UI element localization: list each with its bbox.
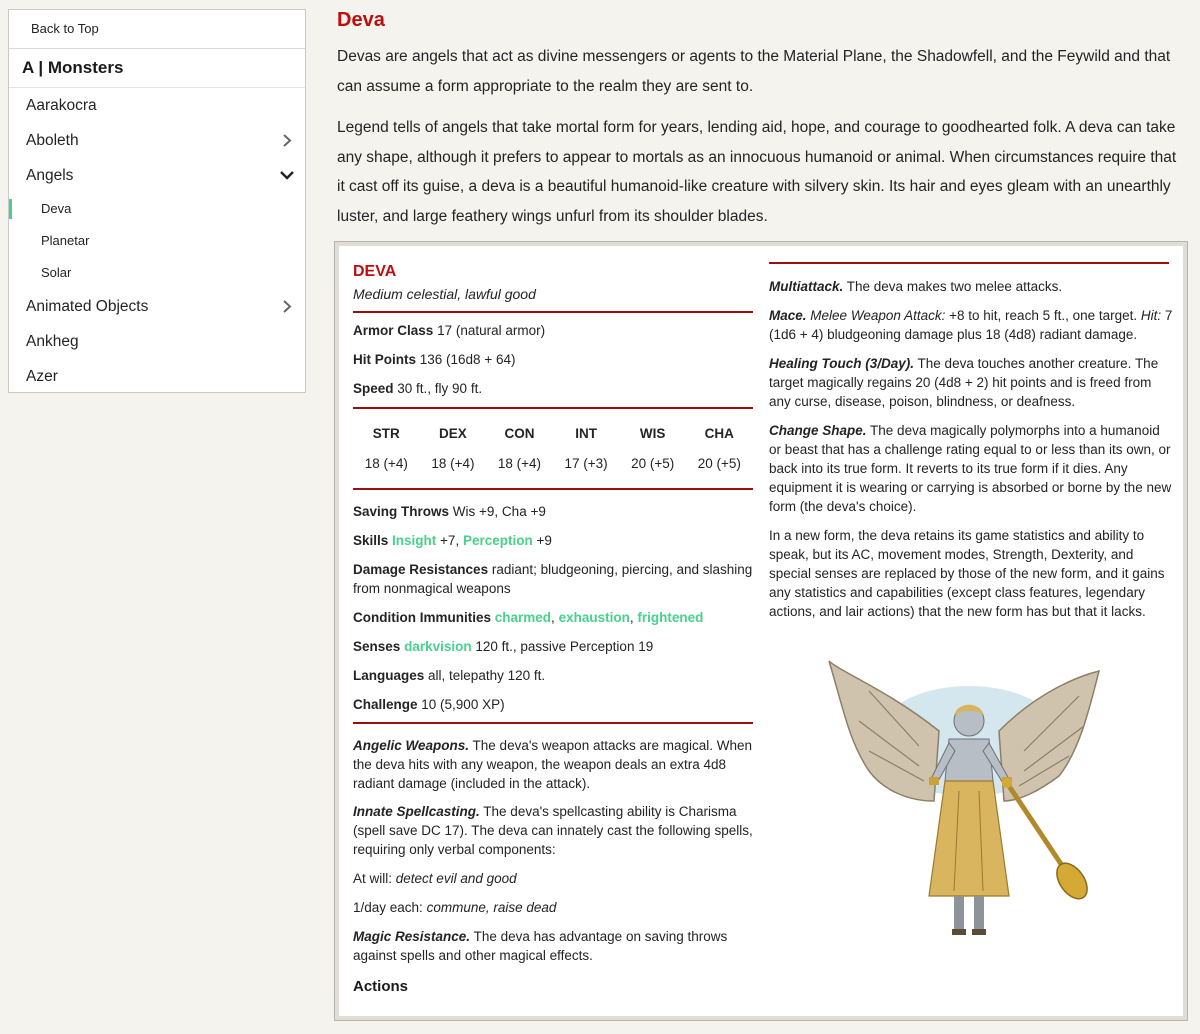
action-multiattack — [769, 277, 1173, 296]
intro-paragraph-2: Legend tells of angels that take mortal form for years, lending aid, hope, and courage to goodhearted folk. A deva can take any shape, although it prefers to appear to mortals as an innocuous humanoid or animal. When circumstances require that it cast off its guise, a deva is a beautiful humanoid-like creature with silvery skin. Its hair and eyes gleam with an unearthly luster, and large feathery wings unfurl from its shoulder blades. — [337, 119, 1177, 225]
challenge-value: 10 (5,900 XP) — [421, 697, 505, 712]
ability-name: INT — [575, 426, 597, 441]
languages-label: Languages — [353, 668, 425, 683]
action-text: The deva makes two melee attacks. — [846, 279, 1063, 294]
back-to-top-link[interactable]: Back to Top — [9, 10, 305, 49]
trait-text: The deva's spellcasting ability is Charisma (spell save DC 17). The deva can innately cast the following spells, requiring only verbal components: — [353, 804, 753, 857]
senses-label: Senses — [353, 639, 401, 654]
challenge — [353, 695, 505, 714]
armor-class-value: 17 (natural armor) — [437, 323, 546, 338]
sidebar-item-aarakocra[interactable] — [9, 88, 305, 123]
saving-throws-label: Saving Throws — [353, 504, 450, 519]
change-shape-new-form — [769, 526, 1173, 621]
trait-label: Angelic Weapons. — [353, 738, 470, 753]
spells-per-day — [353, 898, 753, 917]
trait-label: Innate Spellcasting. — [353, 804, 480, 819]
spells-at-will — [353, 869, 753, 888]
saving-throws-value: Wis +9, Cha +9 — [452, 504, 546, 519]
ability-scores-row — [353, 456, 753, 471]
trait-text: The deva has advantage on saving throws against spells and other magical effects. — [353, 929, 728, 963]
damage-resistances — [353, 560, 753, 598]
skill-insight-link[interactable]: Insight — [392, 533, 437, 548]
monster-type: Medium celestial, lawful good — [353, 286, 536, 302]
trait-label: Magic Resistance. — [353, 929, 471, 944]
ability-score: 20 (+5) — [631, 456, 675, 471]
hit-points-value: 136 (16d8 + 64) — [419, 352, 516, 367]
sidebar-item-label: Azer — [26, 368, 58, 385]
damage-resistances-label: Damage Resistances — [353, 562, 489, 577]
sense-darkvision-link[interactable]: darkvision — [404, 639, 472, 654]
skill-perception-bonus: +9 — [532, 533, 552, 548]
ability-name: WIS — [639, 426, 666, 441]
sidebar-subitem-label: Planetar — [41, 233, 90, 248]
armor-class — [353, 321, 545, 340]
ability-score: 20 (+5) — [697, 456, 741, 471]
skills-label: Skills — [353, 533, 389, 548]
page-title: Deva — [337, 9, 385, 31]
senses-value: 120 ft., passive Perception 19 — [475, 639, 654, 654]
condition-immunities: Condition Immunities charmed, exhaustion, frightened — [353, 610, 704, 625]
armor-class-label: Armor Class — [353, 323, 434, 338]
sidebar-subitem-planetar[interactable] — [9, 225, 305, 257]
sidebar-item-label: Aboleth — [26, 132, 79, 149]
senses — [353, 637, 653, 656]
sidebar-nav — [8, 9, 306, 393]
damage-resistances-value: radiant; bludgeoning, piercing, and slashing from nonmagical weapons — [353, 562, 753, 596]
ability-score: 17 (+3) — [564, 456, 608, 471]
hit-points — [353, 350, 515, 369]
ability-names-row — [353, 426, 753, 441]
chevron-right-icon[interactable] — [279, 289, 295, 324]
sidebar-subitem-label: Solar — [41, 265, 72, 280]
languages-value: all, telepathy 120 ft. — [428, 668, 546, 683]
section-title[interactable]: A | Monsters — [9, 49, 305, 88]
trait-angelic-weapons — [353, 736, 753, 793]
action-change-shape — [769, 421, 1173, 516]
action-label: Change Shape. — [769, 423, 867, 438]
skill-insight-bonus: +7, — [436, 533, 463, 548]
sidebar-subitem-deva[interactable] — [9, 193, 305, 225]
hit-text: 7 (1d6 + 4) bludgeoning damage plus 18 (4d8) radiant damage. — [769, 308, 1173, 342]
attack-text: +8 to hit, reach 5 ft., one target. — [949, 308, 1138, 323]
ability-score: 18 (+4) — [364, 456, 408, 471]
chevron-down-icon[interactable] — [279, 158, 295, 193]
trait-magic-resistance — [353, 927, 753, 965]
action-text: The deva magically polymorphs into a humanoid or beast that has a challenge rating equal to or less than its own, or back into its true form. It reverts to its true form if it dies. Any equipment it is wearing or carrying is absorbed or borne by the new form (the deva's choice). — [769, 423, 1172, 514]
ability-name: DEX — [439, 426, 467, 441]
divider — [353, 722, 753, 724]
sidebar-item-label: Angels — [26, 167, 74, 184]
skill-perception-link[interactable]: Perception — [462, 533, 533, 548]
condition-frightened-link[interactable]: frightened — [637, 610, 704, 625]
action-healing-touch — [769, 354, 1173, 411]
spell-list: detect evil and good — [395, 871, 517, 886]
ability-name: CHA — [704, 426, 734, 441]
speed-label: Speed — [353, 381, 394, 396]
condition-immunities-label: Condition Immunities — [353, 610, 491, 625]
chevron-right-icon[interactable] — [279, 123, 295, 158]
spell-frequency-label: 1/day each: — [353, 900, 423, 915]
action-label: Mace. — [769, 308, 807, 323]
stat-block — [335, 242, 1187, 1020]
challenge-label: Challenge — [353, 697, 418, 712]
action-label: Multiattack. — [769, 279, 844, 294]
ability-score: 18 (+4) — [431, 456, 475, 471]
action-mace — [769, 306, 1173, 344]
trait-text: The deva's weapon attacks are magical. When the deva hits with any weapon, the weapon deals an extra 4d8 radiant damage (included in the attack). — [353, 738, 753, 791]
sidebar-subitem-solar[interactable] — [9, 257, 305, 289]
action-text: The deva touches another creature. The target magically regains 20 (4d8 + 2) hit points and is freed from any curse, disease, poison, blindness, or deafness. — [769, 356, 1159, 409]
action-label: Healing Touch (3/Day). — [769, 356, 915, 371]
ability-name: CON — [504, 426, 535, 441]
ability-name: STR — [372, 426, 400, 441]
sidebar-item-ankheg[interactable] — [9, 324, 305, 359]
trait-innate-spellcasting — [353, 802, 753, 859]
intro-paragraph-1: Devas are angels that act as divine messengers or agents to the Material Plane, the Shadowfell, and the Feywild and that can assume a form appropriate to the realm they are sent to. — [337, 48, 1171, 95]
sidebar-item-label: Ankheg — [26, 333, 79, 350]
sidebar-item-angels[interactable] — [9, 158, 305, 193]
action-text: In a new form, the deva retains its game statistics and ability to speak, but its AC, movement modes, Strength, Dexterity, and special senses are replaced by those of the new form, and it gains any statistics and capabilities (except class features, legendary actions, and lair actions) that the new form has but that it lacks. — [769, 528, 1165, 619]
divider — [353, 407, 753, 409]
languages — [353, 666, 545, 685]
divider — [353, 311, 753, 313]
sidebar-item-label: Animated Objects — [26, 298, 149, 315]
skills — [353, 531, 552, 550]
monster-name: DEVA — [353, 263, 397, 280]
attack-type: Melee Weapon Attack: — [810, 308, 946, 323]
saving-throws — [353, 502, 546, 521]
spell-frequency-label: At will: — [353, 871, 393, 886]
divider — [353, 488, 753, 490]
sidebar-item-label: Aarakocra — [26, 97, 97, 114]
sidebar-item-aboleth[interactable] — [9, 123, 305, 158]
sidebar-subitem-label: Deva — [41, 201, 72, 216]
speed — [353, 379, 482, 398]
actions-heading: Actions — [353, 978, 409, 995]
speed-value: 30 ft., fly 90 ft. — [397, 381, 483, 396]
ability-score: 18 (+4) — [497, 456, 542, 471]
spell-list: commune, raise dead — [426, 900, 557, 915]
condition-charmed-link[interactable]: charmed — [494, 610, 552, 625]
sidebar-item-azer[interactable] — [9, 359, 305, 394]
deva-illustration — [769, 651, 1173, 951]
hit-label: Hit: — [1140, 308, 1162, 323]
divider — [769, 262, 1169, 264]
hit-points-label: Hit Points — [353, 352, 416, 367]
condition-exhaustion-link[interactable]: exhaustion — [558, 610, 630, 625]
sidebar-item-animated-objects[interactable] — [9, 289, 305, 324]
